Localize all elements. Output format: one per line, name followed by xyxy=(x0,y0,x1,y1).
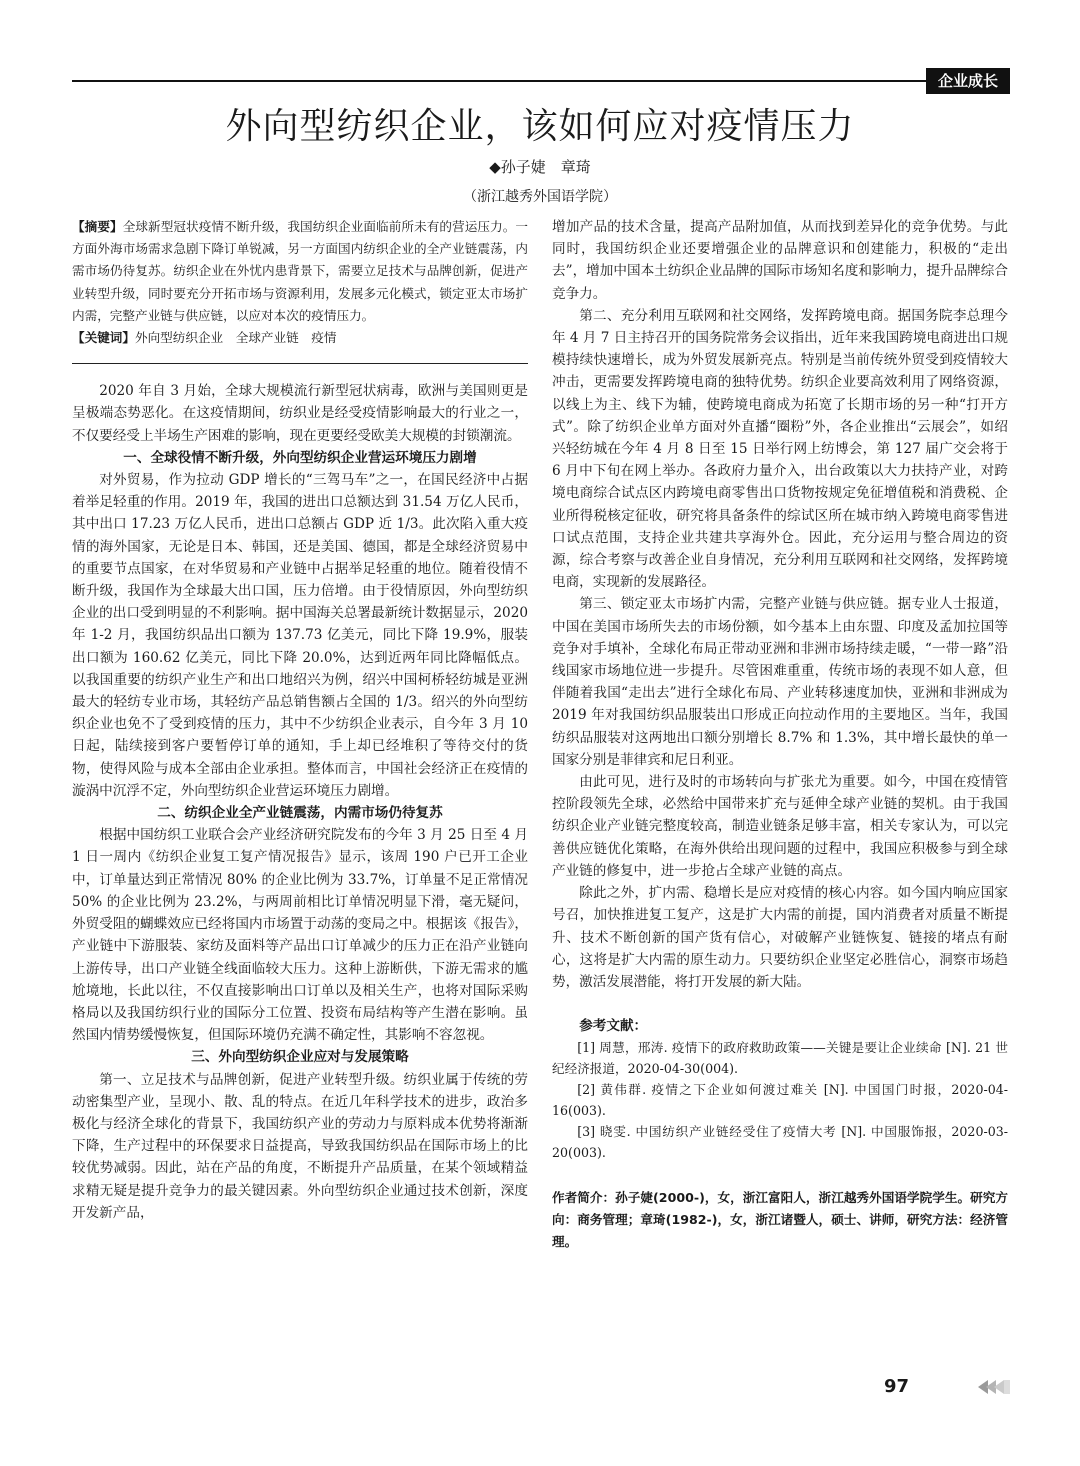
right-column xyxy=(552,216,1008,1253)
keywords-label: 【关键词】 xyxy=(72,330,135,346)
continued-paragraph: 增加产品的技术含量，提高产品附加值，从而找到差异化的竞争优势。与此同时，我国纺织企业还要增强企业的品牌意识和创建能力，积极的“走出去”，增加中国本土纺织企业品牌的国际市场知名度和影响力，提升品牌综合竞争力。 xyxy=(552,219,1008,302)
keywords-text: 外向型纺织企业 全球产业链 疫情 xyxy=(134,330,337,346)
strategy-2-paragraph: 第二、充分利用互联网和社交网络，发挥跨境电商。据国务院李总理今年 4 月 7 日主持召开的国务院常务会议指出，近年来我国跨境电商进出口规模持续快速增长，成为外贸发展新亮点。特别是当前传统外贸受到疫情较大冲击，更需要发挥跨境电商的独特优势。纺织企业要高效利用了网络资源，以线上为主、线下为辅，使跨境电商成为拓宽了长期市场的另一种“打开方式”。除了纺织企业单方面对外直播“圈粉”外，各企业推出“云展会”，如绍兴轻纺城在今年 4 月 8 日至 15 日举行网上纺博会，第 127 届广交会将于 6 月中下旬在网上举办。各政府力量介入，出台政策以大力扶持产业，对跨境电商综合试点区内跨境电商零售出口货物按规定免征增值税和消费税、企业所得税核定征收，研究将具备条件的综试区所在城市纳入跨境电商零售进口试点范围，支持企业共建共享海外仓。因此，充分运用与整合周边的资源，综合考察与改善企业自身情况，充分利用互联网和社交网络，发挥跨境电商，实现新的发展路径。 xyxy=(552,307,1008,591)
header-rule xyxy=(72,80,1008,82)
article-authors: ◆孙子婕 章琦 xyxy=(489,158,591,176)
conclusion-paragraph-1: 由此可见，进行及时的市场转向与扩张尤为重要。如今，中国在疫情管控阶段领先全球，必然给中国带来扩充与延伸全球产业链的契机。由于我国纺织企业产业链完整度较高，制造业链条足够丰富，相关专家认为，可以完善供应链优化策略，在海外供给出现问题的过程中，我国应积极参与到全球产业链的修复中，进一步抢占全球产业链的高点。 xyxy=(552,774,1008,879)
abstract-label: 【摘要】 xyxy=(72,219,123,234)
section-2-heading: 二、纺织企业全产业链震荡，内需市场仍待复苏 xyxy=(157,805,443,822)
keywords xyxy=(72,327,528,349)
section-3-paragraph: 第一、立足技术与品牌创新，促进产业转型升级。纺织业属于传统的劳动密集型产业，呈现小、散、乱的特点。在近几年科学技术的进步，政治多极化与经济全球化的背景下，我国纺织产业的劳动力与原料成本优势将渐渐下降，生产过程中的环保要求日益提高，导致我国纺织品在国际市场上的比较优势减弱。因此，站在产品的角度，不断提升产品质量，在某个领域精益求精无疑是提升竞争力的最关键因素。外向型纺织企业通过技术创新，深度开发新产品， xyxy=(72,1071,528,1221)
reference-item: [1] 周慧，邢涛. 疫情下的政府救助政策——关键是要让企业续命 [N]. 21 世纪经济报道，2020-04-30(004). xyxy=(552,1040,1008,1077)
intro-paragraph: 2020 年自 3 月始，全球大规模流行新型冠状病毒，欧洲与美国则更是呈极端态势恶化。在这疫情期间，纺织业是经受疫情影响最大的行业之一，不仅要经受上半场生产困难的影响，现在更要经受欧美大规模的封锁潮流。 xyxy=(72,383,528,444)
section-tag: 企业成长 xyxy=(926,68,1010,94)
abstract-text: 全球新型冠状疫情不断升级，我国纺织企业面临前所未有的营运压力。一方面外海市场需求急剧下降订单锐减，另一方面国内纺织企业的全产业链震荡，内需市场仍待复苏。纺织企业在外忧内患背景下，需要立足技术与品牌创新，促进产业转型升级，同时要充分开拓市场与资源利用，发展多元化模式，锁定亚太市场扩内需，完整产业链与供应链，以应对本次的疫情压力。 xyxy=(72,219,529,323)
abstract-divider xyxy=(72,363,528,364)
section-1-heading: 一、全球役情不断升级，外向型纺织企业营运环境压力剧增 xyxy=(123,449,477,466)
conclusion-paragraph-2: 除此之外，扩内需、稳增长是应对疫情的核心内容。如今国内响应国家号召，加快推进复工复产，这是扩大内需的前提，国内消费者对质量不断提升、技术不断创新的国产货有信心，对破解产业链恢复、链接的堵点有耐心，这将是扩大内需的原生动力。只要纺织企业坚定必胜信心，洞察市场趋势，激活发展潜能，将打开发展的新大陆。 xyxy=(552,885,1008,990)
section-3-heading: 三、外向型纺织企业应对与发展策略 xyxy=(191,1049,409,1066)
page-number: 97 xyxy=(884,1376,910,1397)
section-2-paragraph: 根据中国纺织工业联合会产业经济研究院发布的今年 3 月 25 日至 4 月 1 日一周内《纺织企业复工复产情况报告》显示，该周 190 户已开工企业中，订单量达到正常情况 80% 的企业比例为 33.7%，订单量不足正常情况 50% 的企业比例为 23.2%，与两周前相比订单情况明显下滑，毫无疑问，外贸受阻的蝴蝶效应已经将国内市场置于动荡的变局之中。根据该《报告》，产业链中下游服装、家纺及面料等产品出口订单减少的压力正在沿产业链向上游传导，出口产业链全线面临较大压力。这种上游断供，下游无需求的尴尬境地，长此以往，不仅直接影响出口订单以及相关生产，也将对国际采购格局以及我国纺织行业的国际分工位置、投资布局结构等产生潜在影响。虽然国内情势缓慢恢复，但国际环境仍充满不确定性，其影响不容忽视。 xyxy=(72,827,528,1044)
left-column xyxy=(72,216,528,1224)
strategy-3-paragraph: 第三、锁定亚太市场扩内需，完整产业链与供应链。据专业人士报道，中国在美国市场所失去的市场份额，如今基本上由东盟、印度及孟加拉国等竞争对手填补，全球化布局正带动亚洲和非洲市场持续走暖，“一带一路”沿线国家市场地位进一步提升。尽管困难重重，传统市场的表现不如人意，但伴随着我国“走出去”进行全球化布局、产业转移速度加快，亚洲和非洲成为 2019 年对我国纺织品服装出口形成正向拉动作用的主要地区。当年，我国纺织品服装对这两地出口额分别增长 8.7% 和 1.3%，其中增长最快的单一国家分别是菲律宾和尼日利亚。 xyxy=(552,596,1008,768)
reference-item: [2] 黄伟群. 疫情之下企业如何渡过难关 [N]. 中国国门时报，2020-04-16(003). xyxy=(552,1082,1008,1119)
section-1-paragraph: 对外贸易，作为拉动 GDP 增长的“三驾马车”之一，在国民经济中占据着举足轻重的作用。2019 年，我国的进出口总额达到 31.54 万亿人民币，其中出口 17.23 万亿人民币，进出口总额占 GDP 近 1/3。此次陷入重大疫情的海外国家，无论是日本、韩国，还是美国、德国，都是全球经济贸易中的重要节点国家，在对华贸易和产业链中占据举足轻重的地位。随着役情不断升级，我国作为全球最大出口国，压力倍增。由于役情原因，外向型纺织企业的出口受到明显的不利影响。据中国海关总署最新统计数据显示，2020 年 1-2 月，我国纺织品出口额为 137.73 亿美元，同比下降 19.9%，服装出口额为 160.62 亿美元，同比下降 20.0%，达到近两年同比降幅低点。以我国重要的纺织产业生产和出口地绍兴为例，绍兴中国柯桥轻纺城是亚洲最大的轻纺专业市场，其轻纺产品总销售额占全国的 1/3。绍兴的外向型纺织企业也免不了受到疫情的压力，其中不少纺织企业表示，自今年 3 月 10 日起，陆续接到客户要暂停订单的通知，手上却已经堆积了等待交付的货物，使得风险与成本全部由企业承担。整体而言，中国社会经济正在疫情的漩涡中沉浮不定，外向型纺织企业营运环境压力剧增。 xyxy=(72,472,528,799)
reference-item: [3] 晓雯. 中国纺织产业链经受住了疫情大考 [N]. 中国服饰报，2020-03-20(003). xyxy=(552,1124,1008,1161)
page-arrows-icon xyxy=(978,1380,1010,1394)
article-affiliation: （浙江越秀外国语学院） xyxy=(463,189,617,205)
abstract xyxy=(72,216,528,327)
references-heading: 参考文献： xyxy=(579,1018,648,1035)
author-bio: 作者简介：孙子婕(2000-)，女，浙江富阳人，浙江越秀外国语学院学生。研究方向：商务管理；章琦(1982-)，女，浙江诸暨人，硕士、讲师，研究方法：经济管理。 xyxy=(552,1190,1008,1250)
article-title: 外向型纺织企业，该如何应对疫情压力 xyxy=(225,106,855,147)
